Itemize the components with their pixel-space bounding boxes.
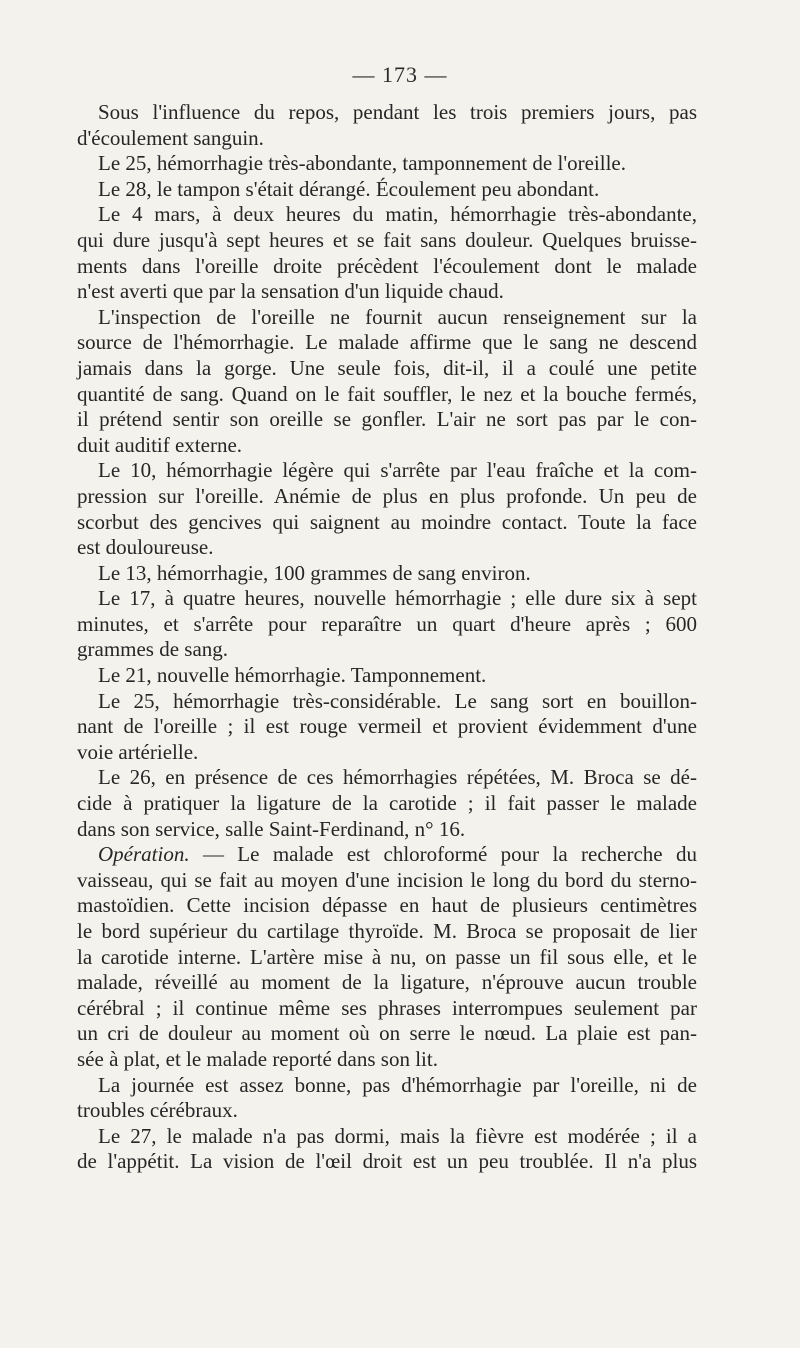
text-line: scorbut des gencives qui saignent au moindre contact. Toute la face xyxy=(77,509,697,534)
text-line: Le 28, le tampon s'était dérangé. Écoulement peu abondant. xyxy=(98,176,600,201)
text-line: n'est averti que par la sensation d'un liquide chaud. xyxy=(77,279,504,304)
text-line: source de l'hémorrhagie. Le malade affirme que le sang ne descend xyxy=(77,330,697,355)
text-line: Le 10, hémorrhagie légère qui s'arrête par l'eau fraîche et la com- xyxy=(98,458,697,483)
text-line: La journée est assez bonne, pas d'hémorrhagie par l'oreille, ni de xyxy=(98,1072,697,1097)
text-line: duit auditif externe. xyxy=(77,432,243,457)
text-line: d'écoulement sanguin. xyxy=(77,125,264,150)
text-line: un cri de douleur au moment où on serre le nœud. La plaie est pan- xyxy=(77,1021,697,1046)
text-line: le bord supérieur du cartilage thyroïde. M. Broca se proposait de lier xyxy=(77,919,697,943)
text-line: Le 17, à quatre heures, nouvelle hémorrhagie ; elle dure six à sept xyxy=(98,586,697,611)
text-line: il prétend sentir son oreille se gonfler. L'air ne sort pas par le con- xyxy=(77,407,697,432)
text-line: cérébral ; il continue même ses phrases interrompues seulement par xyxy=(77,995,697,1020)
text-line: L'inspection de l'oreille ne fournit aucun renseignement sur la xyxy=(98,304,697,329)
text-line: grammes de sang. xyxy=(77,637,229,662)
text-line: Le 26, en présence de ces hémorrhagies répétées, M. Broca se dé- xyxy=(98,765,697,790)
text-line: pression sur l'oreille. Anémie de plus en plus profonde. Un peu de xyxy=(77,483,697,508)
text-line: cide à pratiquer la ligature de la carotide ; il fait passer le malade xyxy=(77,791,697,816)
text-line: Le 21, nouvelle hémorrhagie. Tamponnement. xyxy=(98,663,487,688)
text-line: vaisseau, qui se fait au moyen d'une incision le long du bord du sterno- xyxy=(77,867,697,892)
text-line: Le 4 mars, à deux heures du matin, hémorrhagie très-abondante, xyxy=(98,202,697,227)
body-text xyxy=(77,100,697,1175)
text-line: nant de l'oreille ; il est rouge vermeil et provient évidemment d'une xyxy=(77,714,697,739)
text-line: de l'appétit. La vision de l'œil droit est un peu troublée. Il n'a plus xyxy=(77,1149,697,1174)
text-line: voie artérielle. xyxy=(77,739,199,764)
text-line: quantité de sang. Quand on le fait souffler, le nez et la bouche fermés, xyxy=(77,381,697,406)
text-line: minutes, et s'arrête pour reparaître un quart d'heure après ; 600 xyxy=(77,611,697,636)
text-line: qui dure jusqu'à sept heures et se fait sans douleur. Quelques bruisse- xyxy=(77,227,697,252)
text-line: Sous l'influence du repos, pendant les trois premiers jours, pas xyxy=(98,100,697,124)
text-line: dans son service, salle Saint-Ferdinand, n° 16. xyxy=(77,816,466,841)
text-line: Le 13, hémorrhagie, 100 grammes de sang environ. xyxy=(98,560,531,585)
page-number: — 173 — xyxy=(352,62,448,87)
text-line: ments dans l'oreille droite précèdent l'écoulement dont le malade xyxy=(77,253,697,278)
text-line: la carotide interne. L'artère mise à nu, on passe un fil sous elle, et le xyxy=(77,944,697,969)
text-line: Le 25, hémorrhagie très-considérable. Le sang sort en bouillon- xyxy=(98,688,697,713)
text-line: Le 25, hémorrhagie très-abondante, tamponnement de l'oreille. xyxy=(98,151,627,176)
text-line: Opération. — Le malade est chloroformé pour la recherche du xyxy=(98,842,697,867)
text-line: mastoïdien. Cette incision dépasse en haut de plusieurs centimètres xyxy=(77,893,697,918)
text-line: jamais dans la gorge. Une seule fois, dit-il, il a coulé une petite xyxy=(77,355,697,380)
text-line: troubles cérébraux. xyxy=(77,1098,238,1123)
text-line: malade, réveillé au moment de la ligature, n'éprouve aucun trouble xyxy=(77,970,697,995)
text-line: est douloureuse. xyxy=(77,535,214,560)
text-line: sée à plat, et le malade reporté dans son lit. xyxy=(77,1046,438,1071)
text-line: Le 27, le malade n'a pas dormi, mais la fièvre est modérée ; il a xyxy=(98,1123,697,1148)
